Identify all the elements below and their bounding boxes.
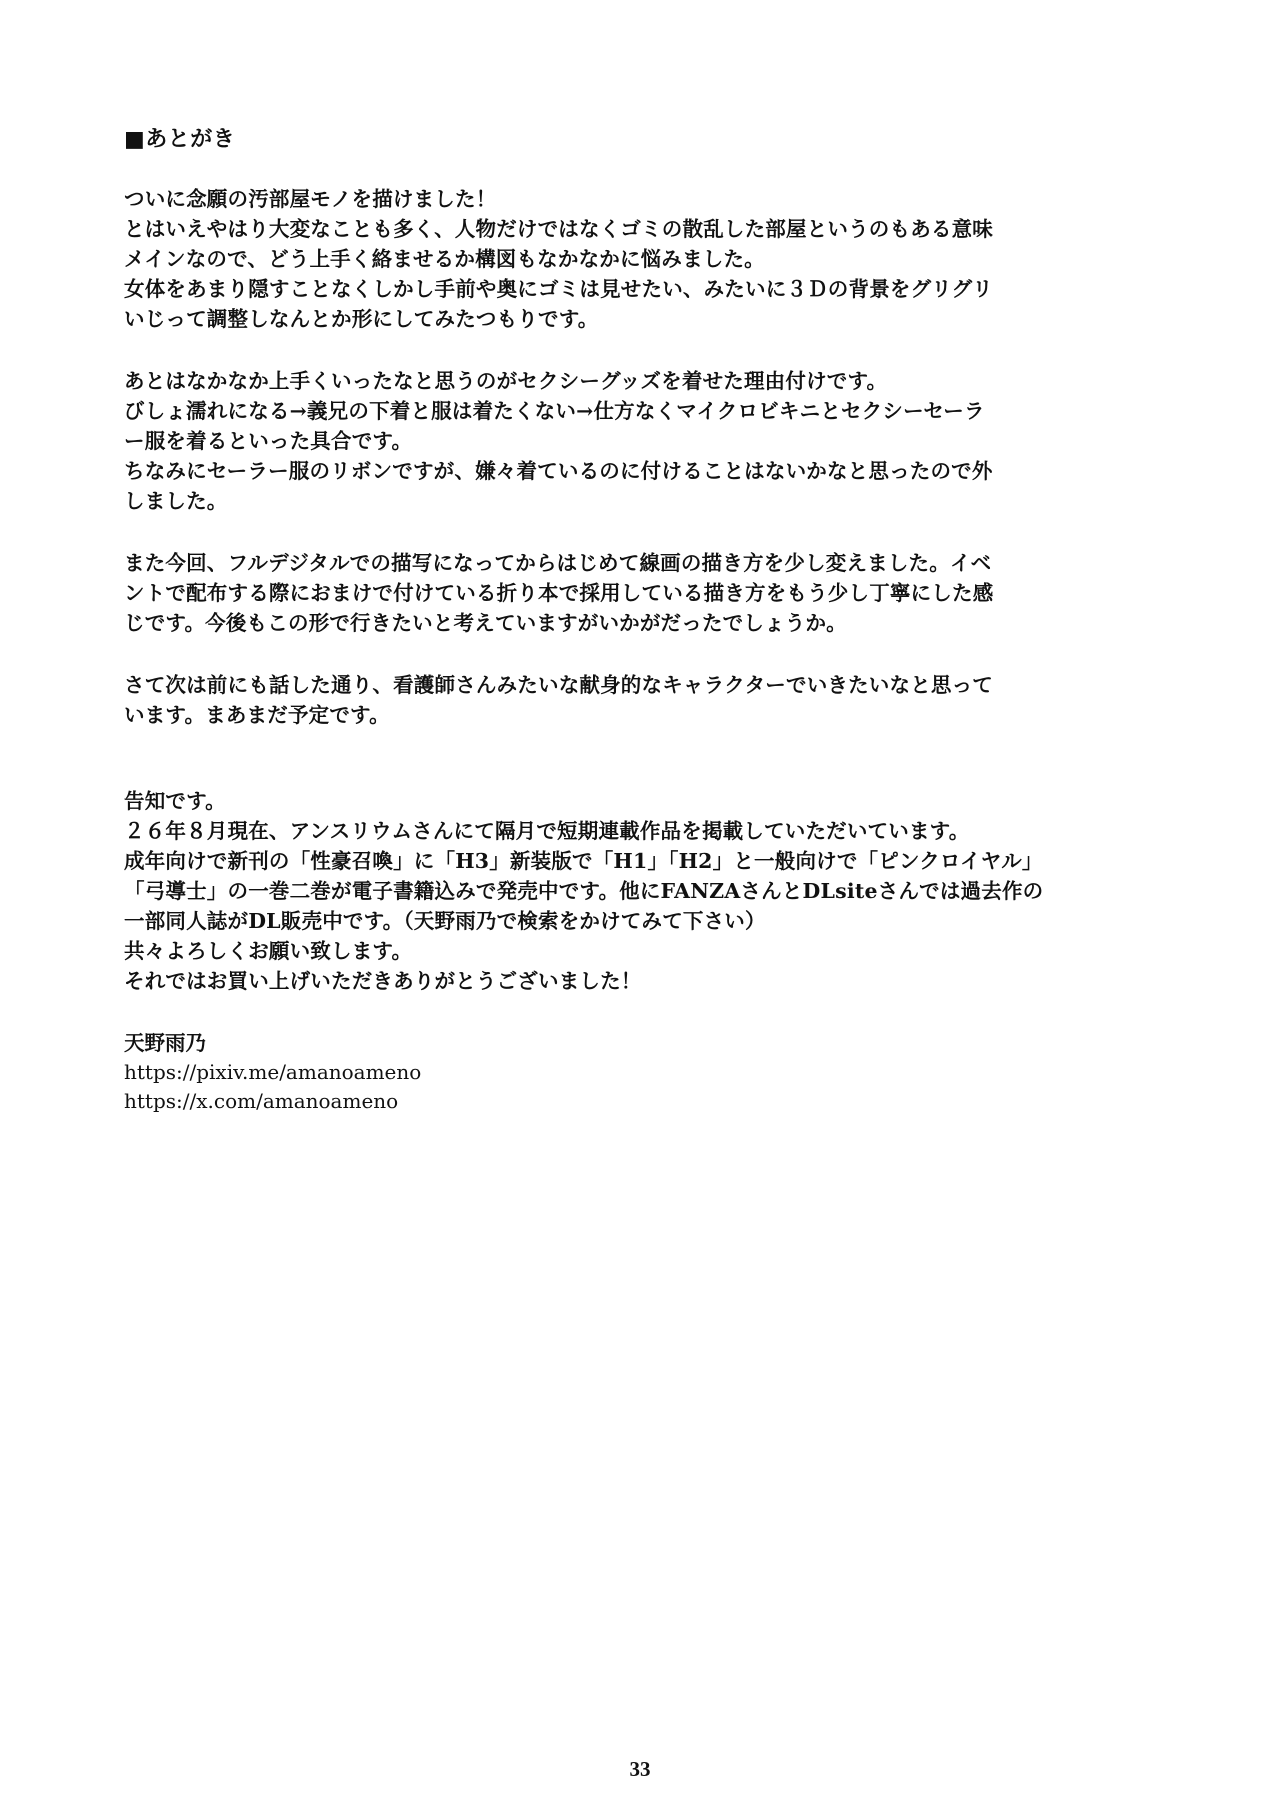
text-line: 女体をあまり隠すことなくしかし手前や奥にゴミは見せたい、みたいに３Ｄの背景をグリグリ xyxy=(124,277,993,301)
notice-line: 成年向けで新刊の「性豪召喚」に「H3」新装版で「H1」「H2」と一般向けで「ピンクロイヤル」 xyxy=(124,849,1043,873)
notice-paragraph xyxy=(124,786,1164,996)
pixiv-link[interactable]: https://pixiv.me/amanoameno xyxy=(124,1060,422,1084)
text-line: しました。 xyxy=(124,489,228,513)
x-link[interactable]: https://x.com/amanoameno xyxy=(124,1089,399,1113)
text-line: いじって調整しなんとか形にしてみたつもりです。 xyxy=(124,307,599,331)
text-line: メインなので、どう上手く絡ませるか構図もなかなかに悩みました。 xyxy=(124,247,765,271)
notice-line: 共々よろしくお願い致します。 xyxy=(124,939,413,963)
text-line: ついに念願の汚部屋モノを描けました！ xyxy=(124,187,497,211)
afterword-heading: ■あとがき xyxy=(124,126,236,152)
paragraph-1 xyxy=(124,184,1164,334)
text-line: ントで配布する際におまけで付けている折り本で採用している描き方をもう少し丁寧にした感 xyxy=(124,581,994,605)
paragraph-2 xyxy=(124,366,1164,516)
paragraph-4 xyxy=(124,670,1164,730)
text-line: また今回、フルデジタルでの描写になってからはじめて線画の描き方を少し変えました。イベ xyxy=(124,551,992,575)
author-name: 天野雨乃 xyxy=(124,1031,206,1055)
notice-line: 一部同人誌がDL販売中です。（天野雨乃で検索をかけてみて下さい） xyxy=(124,909,766,933)
notice-line: 告知です。 xyxy=(124,789,226,813)
author-block xyxy=(124,1028,1164,1116)
text-line: います。まあまだ予定です。 xyxy=(124,703,390,727)
notice-line: ２６年８月現在、アンスリウムさんにて隔月で短期連載作品を掲載していただいています。 xyxy=(124,819,970,843)
text-line: さて次は前にも話した通り、看護師さんみたいな献身的なキャラクターでいきたいなと思って xyxy=(124,673,993,697)
afterword-content xyxy=(124,124,1164,1116)
text-line: ー服を着るといった具合です。 xyxy=(124,429,413,453)
page-number: 33 xyxy=(629,1757,651,1781)
text-line: びしょ濡れになる→義兄の下着と服は着たくない→仕方なくマイクロビキニとセクシーセーラ xyxy=(124,399,985,423)
text-line: じです。今後もこの形で行きたいと考えていますがいかがだったでしょうか。 xyxy=(124,611,847,635)
notice-line: それではお買い上げいただきありがとうございました！ xyxy=(124,969,642,993)
notice-line: 「弓導士」の一巻二巻が電子書籍込みで発売中です。他にFANZAさんとDLsiteさんでは過去作の xyxy=(124,879,1044,903)
paragraph-3 xyxy=(124,548,1164,638)
text-line: ちなみにセーラー服のリボンですが、嫌々着ているのに付けることはないかなと思ったので外 xyxy=(124,459,993,483)
text-line: あとはなかなか上手くいったなと思うのがセクシーグッズを着せた理由付けです。 xyxy=(124,369,888,393)
text-line: とはいえやはり大変なことも多く、人物だけではなくゴミの散乱した部屋というのもある意味 xyxy=(124,217,993,241)
